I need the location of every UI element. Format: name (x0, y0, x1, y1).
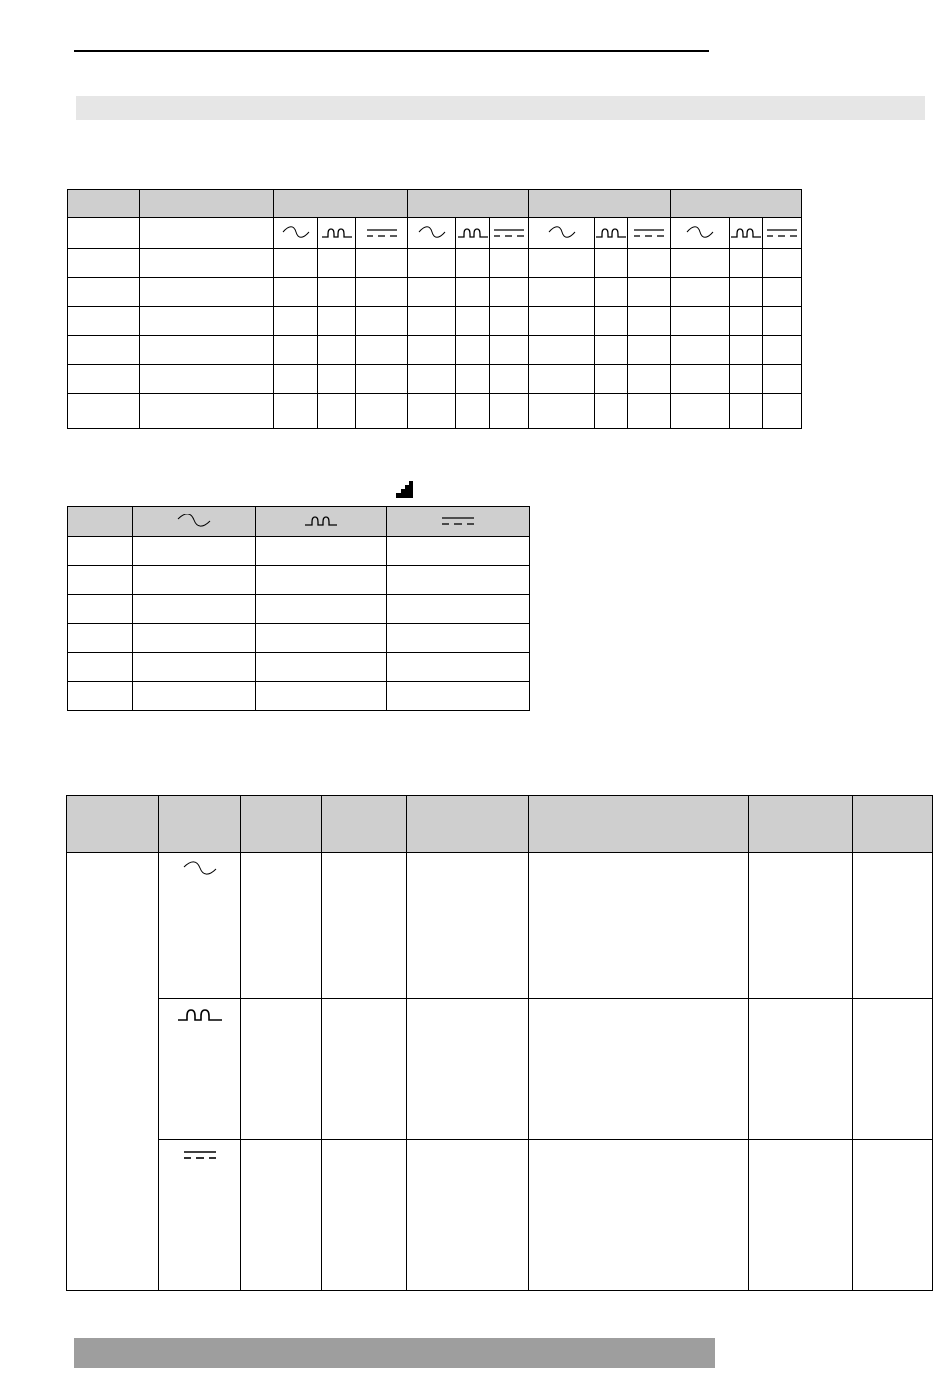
table-cell (628, 336, 671, 365)
table-cell (628, 218, 671, 249)
table-cell (256, 653, 387, 682)
table-cell (490, 278, 529, 307)
table-cell (730, 365, 763, 394)
table-cell (68, 336, 140, 365)
table-cell (318, 394, 356, 429)
table-cell (730, 278, 763, 307)
specification-table (66, 795, 933, 1291)
table-cell (68, 218, 140, 249)
group-header-cell (408, 190, 529, 218)
table-cell (456, 278, 490, 307)
ac-sine-icon (281, 226, 311, 240)
table-cell (68, 566, 133, 595)
group-header-cell (529, 190, 671, 218)
table-cell (356, 394, 408, 429)
table-row (68, 566, 530, 595)
dc-icon (183, 1148, 217, 1162)
table-cell (456, 365, 490, 394)
table-cell (456, 394, 490, 429)
table-cell (490, 365, 529, 394)
top-rule (74, 50, 709, 52)
table-cell (408, 218, 456, 249)
header-cell (159, 796, 241, 853)
table-cell (408, 278, 456, 307)
table-header-row (68, 190, 802, 218)
ac-sine-icon (547, 226, 577, 240)
table-cell (274, 394, 318, 429)
table-cell (133, 682, 256, 711)
table-cell (671, 249, 730, 278)
table-cell (490, 307, 529, 336)
table-cell (68, 537, 133, 566)
table-cell (387, 537, 530, 566)
table-cell (628, 249, 671, 278)
table-cell (628, 307, 671, 336)
current-type-matrix-table (67, 189, 802, 429)
table-cell (68, 595, 133, 624)
table-row (68, 278, 802, 307)
table-cell (68, 653, 133, 682)
pulsed-dc-icon (304, 514, 338, 528)
table-cell (387, 595, 530, 624)
table-cell (749, 999, 853, 1140)
table-row (68, 624, 530, 653)
header-cell (68, 507, 133, 537)
table-cell (356, 278, 408, 307)
dc-icon (493, 226, 525, 240)
table-row (68, 307, 802, 336)
footer-bar (74, 1338, 715, 1368)
table-cell (133, 566, 256, 595)
table-cell (241, 999, 322, 1140)
table-cell (407, 853, 529, 999)
header-cell (387, 507, 530, 537)
header-cell (853, 796, 933, 853)
table-cell (241, 1140, 322, 1291)
table-cell (256, 566, 387, 595)
table-cell (730, 307, 763, 336)
pulsed-dc-icon (177, 1007, 223, 1023)
table-cell (763, 278, 802, 307)
table-cell (853, 999, 933, 1140)
table-cell (749, 1140, 853, 1291)
section-heading-band (76, 96, 925, 120)
table-row (67, 853, 933, 999)
header-cell (749, 796, 853, 853)
table-cell (256, 595, 387, 624)
table-cell (140, 394, 274, 429)
table-cell (322, 1140, 407, 1291)
table-cell (595, 249, 628, 278)
table-header-row (67, 796, 933, 853)
dc-icon (441, 514, 475, 528)
pulsed-dc-icon (457, 226, 489, 240)
table-cell (628, 394, 671, 429)
table-cell (318, 218, 356, 249)
table-cell (408, 365, 456, 394)
table-cell (241, 853, 322, 999)
table-cell (387, 682, 530, 711)
table-cell (529, 853, 749, 999)
table-cell (387, 653, 530, 682)
table-cell (68, 278, 140, 307)
table-cell (68, 307, 140, 336)
table-cell (490, 394, 529, 429)
table-cell (456, 336, 490, 365)
pulsed-dc-icon (730, 226, 762, 240)
table-cell (730, 394, 763, 429)
table-cell (133, 624, 256, 653)
table-row (68, 595, 530, 624)
table-cell (356, 365, 408, 394)
table-row (67, 1140, 933, 1291)
table-cell (68, 249, 140, 278)
table-cell (763, 249, 802, 278)
table-cell (763, 365, 802, 394)
table-cell (356, 307, 408, 336)
pulsed-dc-icon (595, 226, 627, 240)
table-cell (133, 537, 256, 566)
table-cell (529, 336, 595, 365)
table-cell (356, 336, 408, 365)
table-cell (140, 365, 274, 394)
table-row (68, 249, 802, 278)
table-cell (529, 394, 595, 429)
table-cell (387, 566, 530, 595)
table-cell (853, 1140, 933, 1291)
table-row (68, 682, 530, 711)
table-cell (322, 853, 407, 999)
table-cell (274, 218, 318, 249)
header-cell (256, 507, 387, 537)
table-cell (68, 394, 140, 429)
table-cell (730, 249, 763, 278)
table-cell (318, 307, 356, 336)
table-cell (318, 249, 356, 278)
table-cell (671, 394, 730, 429)
table-cell (763, 307, 802, 336)
table-cell (529, 1140, 749, 1291)
table-cell (274, 336, 318, 365)
table-cell (456, 307, 490, 336)
ac-sine-icon (182, 861, 218, 877)
table-cell (318, 365, 356, 394)
header-cell (68, 190, 140, 218)
table-cell (671, 365, 730, 394)
table-cell (256, 624, 387, 653)
table-cell (529, 278, 595, 307)
ac-sine-icon (685, 226, 715, 240)
table-row (68, 336, 802, 365)
group-header-cell (671, 190, 802, 218)
table-cell (529, 218, 595, 249)
table-cell (133, 595, 256, 624)
table-cell (595, 365, 628, 394)
table-cell (356, 249, 408, 278)
table-cell (408, 394, 456, 429)
table-cell (408, 336, 456, 365)
dc-icon (366, 226, 398, 240)
table-cell (671, 307, 730, 336)
table-cell (274, 365, 318, 394)
table-cell (749, 853, 853, 999)
table-row (68, 653, 530, 682)
group-header-cell (274, 190, 408, 218)
table-row (68, 365, 802, 394)
table-cell (490, 336, 529, 365)
table-cell (274, 278, 318, 307)
current-type-summary-table (67, 506, 530, 711)
staircase-icon (396, 481, 413, 498)
table-row (67, 999, 933, 1140)
table-cell (274, 307, 318, 336)
header-cell (67, 796, 159, 853)
table-cell (322, 999, 407, 1140)
table-cell (529, 249, 595, 278)
table-cell (159, 853, 241, 999)
table-cell (159, 1140, 241, 1291)
table-cell (730, 336, 763, 365)
table-cell (628, 278, 671, 307)
header-cell (133, 507, 256, 537)
table-cell (68, 365, 140, 394)
table-cell (67, 853, 159, 1291)
dc-icon (633, 226, 665, 240)
header-cell (407, 796, 529, 853)
table-cell (595, 278, 628, 307)
table-cell (68, 682, 133, 711)
table-cell (595, 307, 628, 336)
header-cell (140, 190, 274, 218)
table-cell (456, 249, 490, 278)
table-cell (529, 307, 595, 336)
table-cell (671, 336, 730, 365)
table-cell (730, 218, 763, 249)
table-cell (140, 249, 274, 278)
symbol-row (68, 218, 802, 249)
table-cell (140, 278, 274, 307)
ac-sine-icon (417, 226, 447, 240)
table-cell (407, 1140, 529, 1291)
header-cell (322, 796, 407, 853)
table-cell (408, 307, 456, 336)
table-cell (763, 218, 802, 249)
table-cell (529, 999, 749, 1140)
table-cell (490, 249, 529, 278)
table-cell (140, 307, 274, 336)
table-cell (318, 336, 356, 365)
table-cell (68, 624, 133, 653)
table-cell (274, 249, 318, 278)
pulsed-dc-icon (321, 226, 353, 240)
table-cell (318, 278, 356, 307)
table-cell (408, 249, 456, 278)
table-cell (628, 365, 671, 394)
table-cell (671, 278, 730, 307)
table-cell (140, 218, 274, 249)
table-cell (763, 336, 802, 365)
table-cell (529, 365, 595, 394)
table-row (68, 394, 802, 429)
table-cell (159, 999, 241, 1140)
table-cell (595, 218, 628, 249)
dc-icon (766, 226, 798, 240)
header-cell (529, 796, 749, 853)
table-cell (595, 394, 628, 429)
table-cell (490, 218, 529, 249)
table-header-row (68, 507, 530, 537)
table-cell (853, 853, 933, 999)
table-cell (387, 624, 530, 653)
table-cell (595, 336, 628, 365)
table-cell (133, 653, 256, 682)
header-cell (241, 796, 322, 853)
table-cell (256, 682, 387, 711)
table-cell (140, 336, 274, 365)
table-cell (356, 218, 408, 249)
table-cell (763, 394, 802, 429)
table-cell (256, 537, 387, 566)
table-cell (407, 999, 529, 1140)
table-cell (456, 218, 490, 249)
ac-sine-icon (176, 514, 212, 528)
table-row (68, 537, 530, 566)
table-cell (671, 218, 730, 249)
